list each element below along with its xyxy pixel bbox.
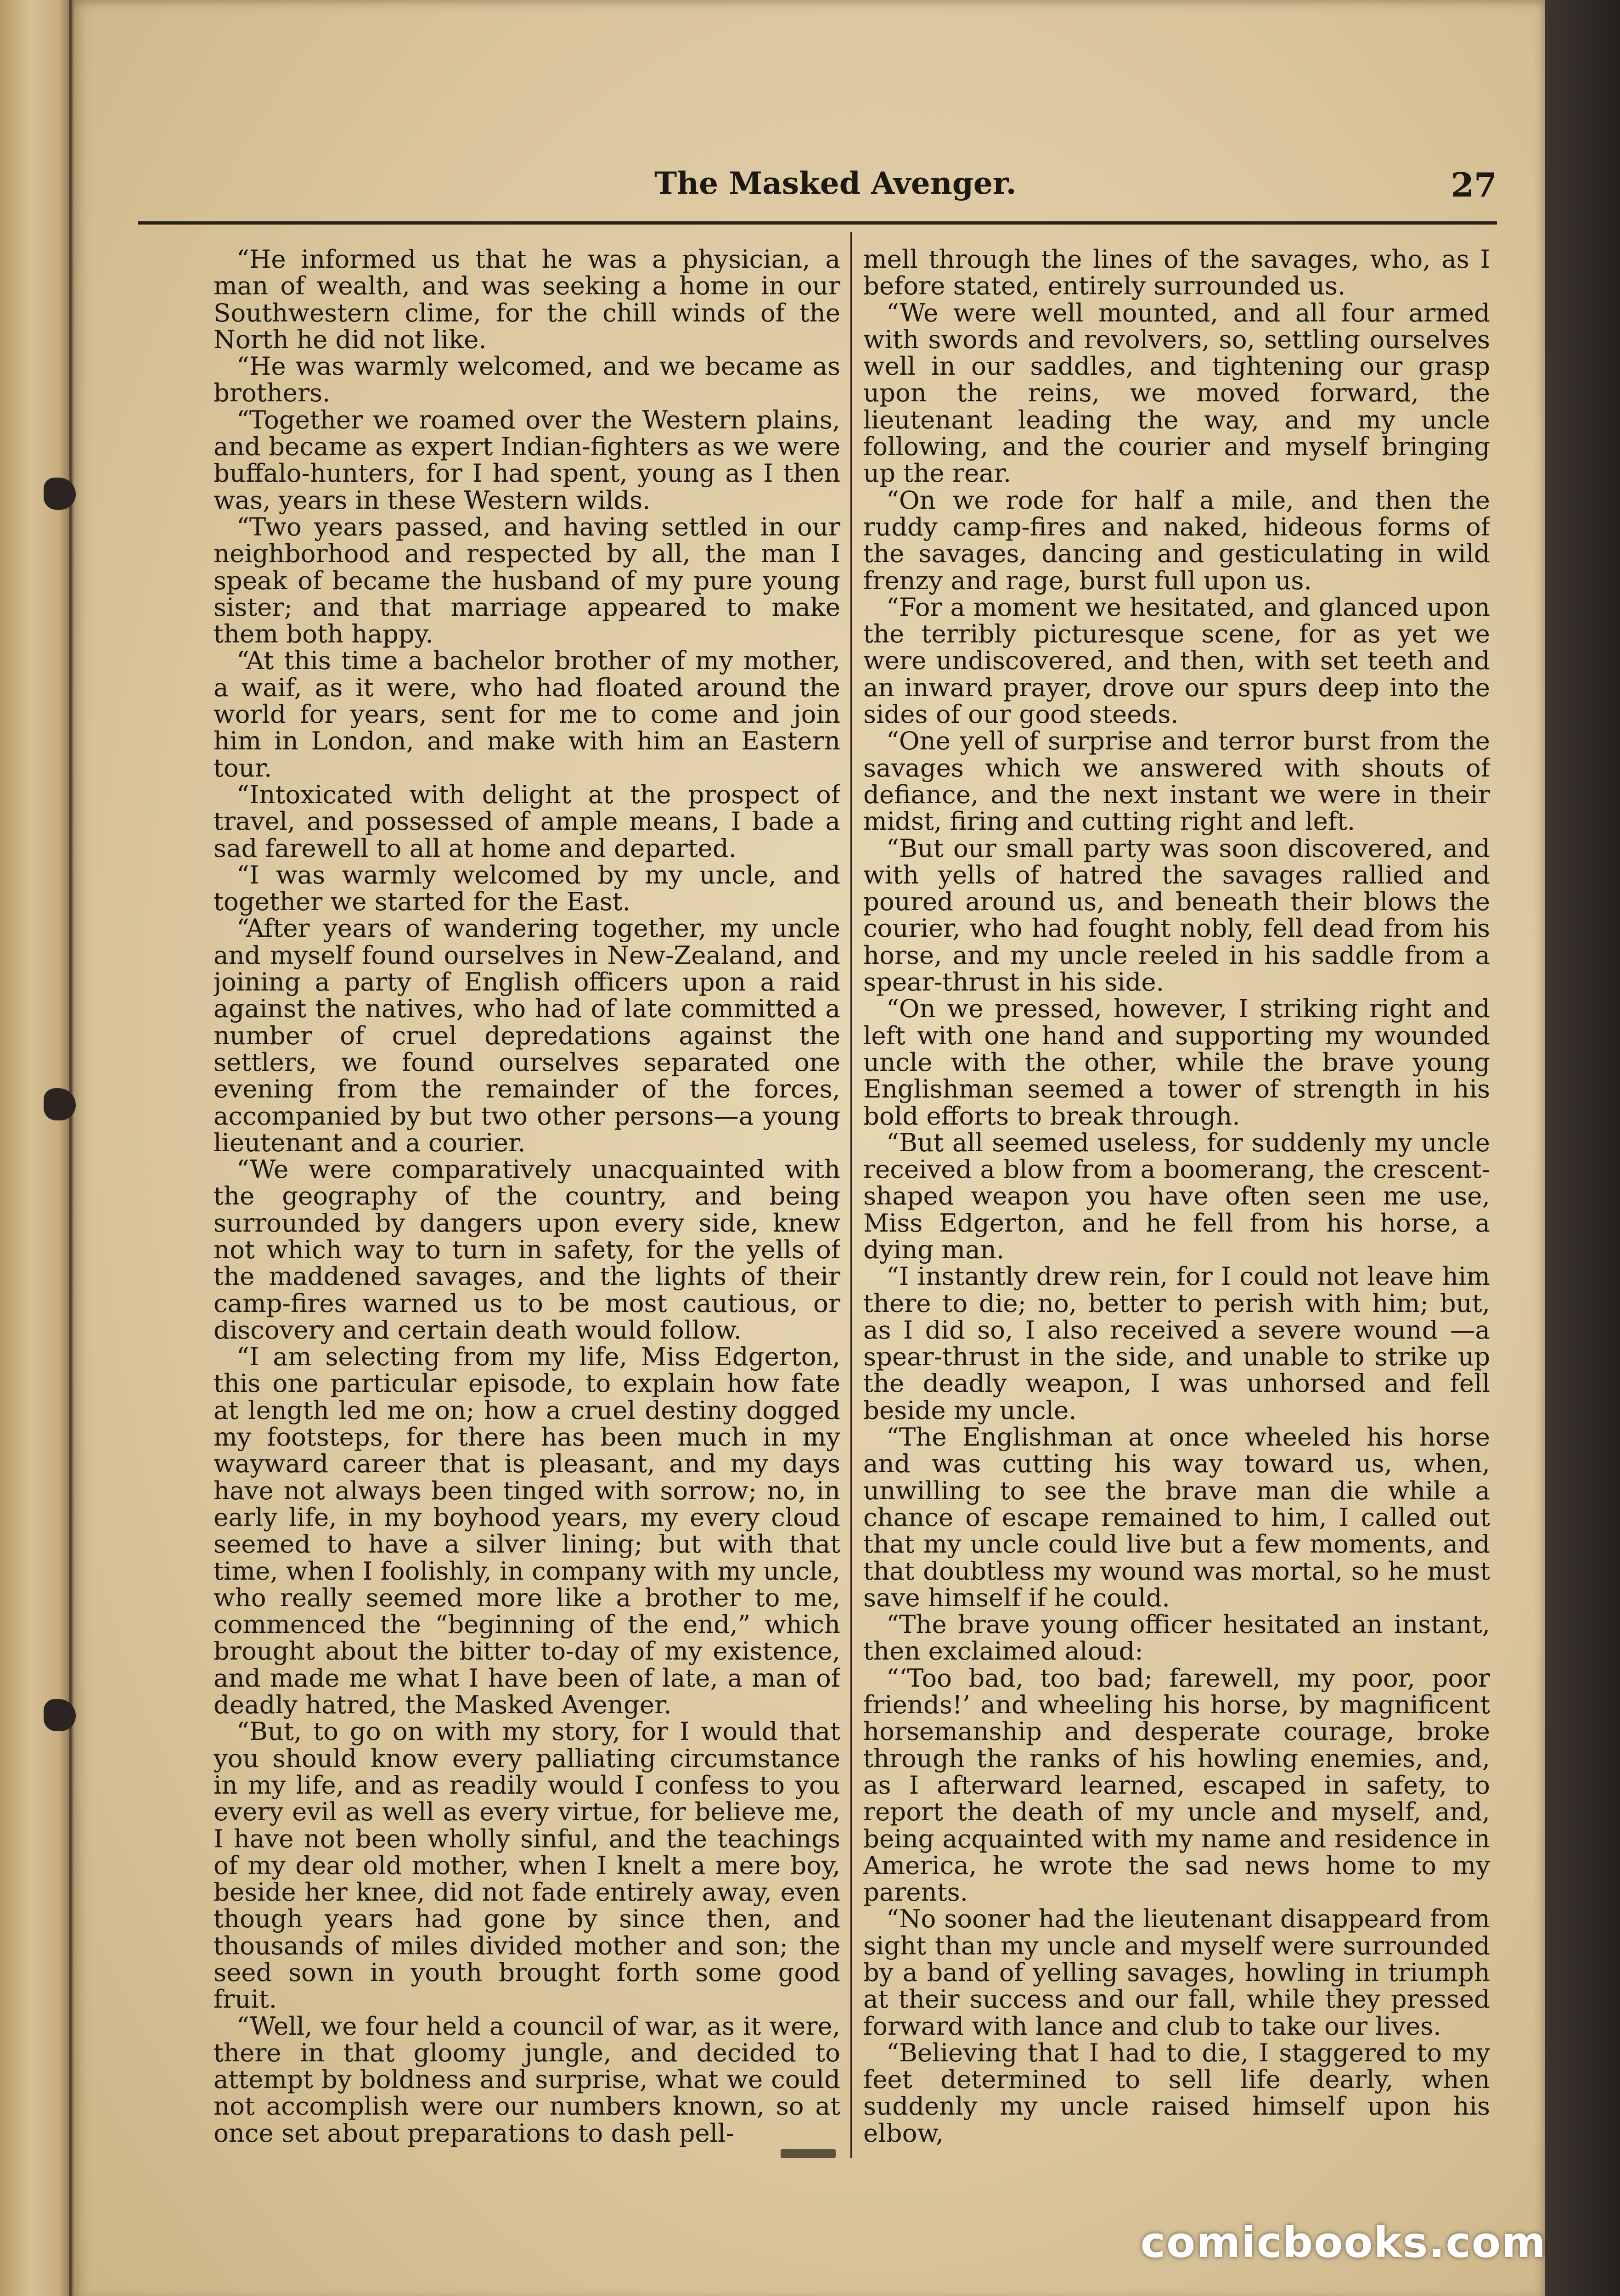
paragraph: “After years of wandering together, my uncle and myself found ourselves in New-Zealand, and joining a party of English officers upon a raid against the natives, who had of late committed a number of cruel depredations against the settlers, we found ourselves separated one evening from the remainder of the forces, accompanied by but two other persons—a young lieutenant and a courier. <box>214 913 840 1157</box>
paragraph: “Well, we four held a council of war, as it were, there in that gloomy jungle, and decided to attempt by boldness and surprise, what we could not accomplish were our numbers known, so at once set about preparations to dash pell- <box>214 2011 840 2148</box>
text-column-right <box>863 246 1490 2165</box>
adjacent-page-edge <box>0 0 78 2296</box>
paragraph: “On we rode for half a mile, and then the ruddy camp-fires and naked, hideous forms of the savages, dancing and gesticulating in wild frenzy and rage, burst full upon us. <box>863 485 1490 595</box>
paragraph: “No sooner had the lieutenant disappeard from sight than my uncle and myself were surrounded by a band of yelling savages, howling in triumph at their success and our fall, while they pressed forward with lance and club to take our lives. <box>863 1904 1490 2041</box>
paragraph: “We were comparatively unacquainted with the geography of the country, and being surrounded by dangers upon every side, knew not which way to turn in safety, for the yells of the maddened savages, and the lights of their camp-fires warned us to be most cautious, or discovery and certain death would follow. <box>214 1154 840 1345</box>
paragraph: “I was warmly welcomed by my uncle, and together we started for the East. <box>214 860 840 917</box>
paragraph: “On we pressed, however, I striking right and left with one hand and supporting my wounded uncle with the other, while the brave young Englishman seemed a tower of strength in his bold efforts to break through. <box>863 994 1490 1131</box>
paragraph: “We were well mounted, and all four armed with swords and revolvers, so, settling ourselves well in our saddles, and tightening our grasp upon the reins, we moved forward, the lieutenant leading the way, and my uncle following, and the courier and myself bringing up the rear. <box>863 298 1490 488</box>
paragraph: “Two years passed, and having settled in our neighborhood and respected by all, the man I speak of became the husband of my pure young sister; and that marriage appeared to make them both happy. <box>214 512 840 649</box>
binding-hole <box>44 1699 76 1731</box>
watermark-text: comicbooks.com <box>1140 2218 1547 2267</box>
binding-hole <box>44 1088 76 1120</box>
adjacent-page-gutter <box>69 0 72 2296</box>
page-header <box>138 165 1497 216</box>
paragraph: “Believing that I had to die, I staggered to my feet determined to sell life dearly, when suddenly my uncle raised himself upon his elbow, <box>863 2037 1490 2148</box>
header-rule <box>138 221 1497 225</box>
paragraph: “But, to go on with my story, for I would that you should know every palliating circumstance in my life, and as readily would I confess to you every evil as well as every virtue, for believe me, I have not been wholly sinful, and the teachings of my dear old mother, when I knelt a mere boy, beside her knee, did not fade entirely away, even though years had gone by since then, and thousands of miles divided mother and son; the seed sown in youth brought forth some good fruit. <box>214 1716 840 2014</box>
paragraph: “He informed us that he was a physician, a man of wealth, and was seeking a home in our Southwestern clime, for the chill winds of the North he did not like. <box>214 246 840 354</box>
paragraph-continued: mell through the lines of the savages, who, as I before stated, entirely surrounded us. <box>863 246 1490 301</box>
paragraph: “I instantly drew rein, for I could not leave him there to die; no, better to perish with him; but, as I did so, I also received a severe wound —a spear-thrust in the side, and unable to strike up the deadly weapon, I was unhorsed and fell beside my uncle. <box>863 1261 1490 1425</box>
paragraph: “I am selecting from my life, Miss Edgerton, this one particular episode, to explain how fate at length led me on; how a cruel destiny dogged my footsteps, for there has been much in my wayward career that is pleasant, and my days have not always been tinged with sorrow; no, in early life, in my boyhood years, my every cloud seemed to have a silver lining; but with that time, when I foolishly, in company with my uncle, who really seemed more like a brother to me, commenced the “beginning of the end,” which brought about the bitter to-day of my existence, and made me what I have been of late, a man of deadly hatred, the Masked Avenger. <box>214 1342 840 1720</box>
paragraph: “The Englishman at once wheeled his horse and was cutting his way toward us, when, unwilling to see the brave man die while a chance of escape remained to him, I called out that my uncle could live but a few moments, and that doubtless my wound was mortal, so he must save himself if he could. <box>863 1422 1490 1612</box>
paragraph: “He was warmly welcomed, and we became as brothers. <box>214 351 840 408</box>
paragraph: “For a moment we hesitated, and glanced upon the terribly picturesque scene, for as yet we were undiscovered, and then, with set teeth and an inward prayer, drove our spurs deep into the sides of our good steeds. <box>863 592 1490 729</box>
column-divider <box>850 232 852 2158</box>
paragraph: “Together we roamed over the Western plains, and became as expert Indian-fighters as we were buffalo-hunters, for I had spent, young as I then was, years in these Western wilds. <box>214 405 840 515</box>
printer-ornament <box>781 2149 836 2158</box>
paragraph: “At this time a bachelor brother of my mother, a waif, as it were, who had floated around the world for years, sent for me to come and join him in London, and make with him an Eastern tour. <box>214 646 840 782</box>
page-number: 27 <box>1451 165 1497 204</box>
paragraph: “But our small party was soon discovered, and with yells of hatred the savages rallied and poured around us, and beneath their blows the courier, who had fought nobly, fell dead from his horse, and my uncle reeled in his saddle from a spear-thrust in his side. <box>863 833 1490 997</box>
binding-hole <box>44 478 76 510</box>
paragraph: “‘Too bad, too bad; farewell, my poor, poor friends!’ and wheeling his horse, by magnificent horsemanship and desperate courage, broke through the ranks of his howling enemies, and, as I afterward learned, escaped in safety, to report the death of my uncle and myself, and, being acquainted with my name and residence in America, he wrote the sad news home to my parents. <box>863 1663 1490 1907</box>
paragraph: “The brave young officer hesitated an instant, then exclaimed aloud: <box>863 1609 1490 1666</box>
running-title: The Masked Avenger. <box>654 165 1017 201</box>
paragraph: “One yell of surprise and terror burst from the savages which we answered with shouts of defiance, and the next instant we were in their midst, firing and cutting right and left. <box>863 726 1490 836</box>
paragraph: “But all seemed useless, for suddenly my uncle received a blow from a boomerang, the crescent-shaped weapon you have often seen me use, Miss Edgerton, and he fell from his horse, a dying man. <box>863 1127 1490 1264</box>
text-column-left <box>214 246 840 2165</box>
paragraph: “Intoxicated with delight at the prospect of travel, and possessed of ample means, I bade a sad farewell to all at home and departed. <box>214 779 840 863</box>
background-right <box>1545 0 1620 2296</box>
